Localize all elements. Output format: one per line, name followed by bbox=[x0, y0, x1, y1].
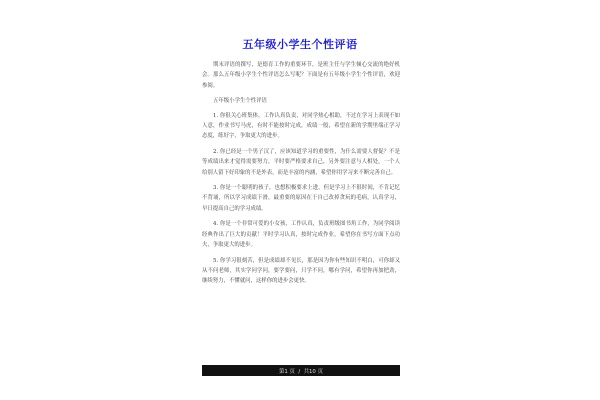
intro-paragraph: 期末评语的撰写，是德育工作的重要环节，是班主任与学生倾心交流的绝好机会。那么五年级小学生个性评语怎么写呢？下面是有五年级小学生个性评语，欢迎参阅。 bbox=[202, 62, 400, 89]
comment-paragraph-5: 5. 你学习很刻苦，但是成绩却不见长，那是因为你有些知识不明白，可你却又从不问老师，其实学问学问，要学要问，只学不问，哪有学问，希望你再加把劲，继续努力，不懂就问，这样你的进步会更快。 bbox=[202, 257, 400, 285]
page-indicator: 第1 页 / 共10 页 bbox=[279, 368, 323, 375]
document-body bbox=[202, 60, 400, 292]
page-footer bbox=[202, 365, 400, 376]
comment-paragraph-4: 4. 你是一个非常可爱的小女孩，工作认真，负责班级图书角工作，为同学阅读经典作出了巨大的贡献！平时学习认真，按时完成作业，希望你在书写方面下点功夫，争取更大的进步。 bbox=[202, 221, 400, 249]
comment-paragraph-2: 2. 你已经是一个男子汉了，应该知道学习的重要性，为什么需要人督促？不是等成绩出来才觉得需要努力，平时要严格要求自己，另外要注意与人相处，一个人给别人留下好印象的不是外表，而是丰富的内涵，希望你用学习来不断完善自己。 bbox=[202, 148, 400, 176]
document-title: 五年级小学生个性评语 bbox=[242, 38, 358, 51]
section-heading: 五年级小学生个性评语 bbox=[213, 98, 267, 105]
comment-paragraph-1: 1. 你很关心班集体，工作认真负责，对同学热心相助，不过在学习上表现不如人意，作业书写马虎，有时不能按时完成，成绩一般，希望在新的学期里端正学习态度，练好字，争取更大的进步。 bbox=[202, 112, 400, 140]
comment-paragraph-3: 3. 你是一个聪明的孩子，也想积极要求上进，但是学习上不很时间，不肯记忆不背诵，所以学习成绩下滑，最重要的原因在于自己改掉贪玩的毛病，认真学习，早日提高自己的学习成绩。 bbox=[202, 185, 400, 212]
